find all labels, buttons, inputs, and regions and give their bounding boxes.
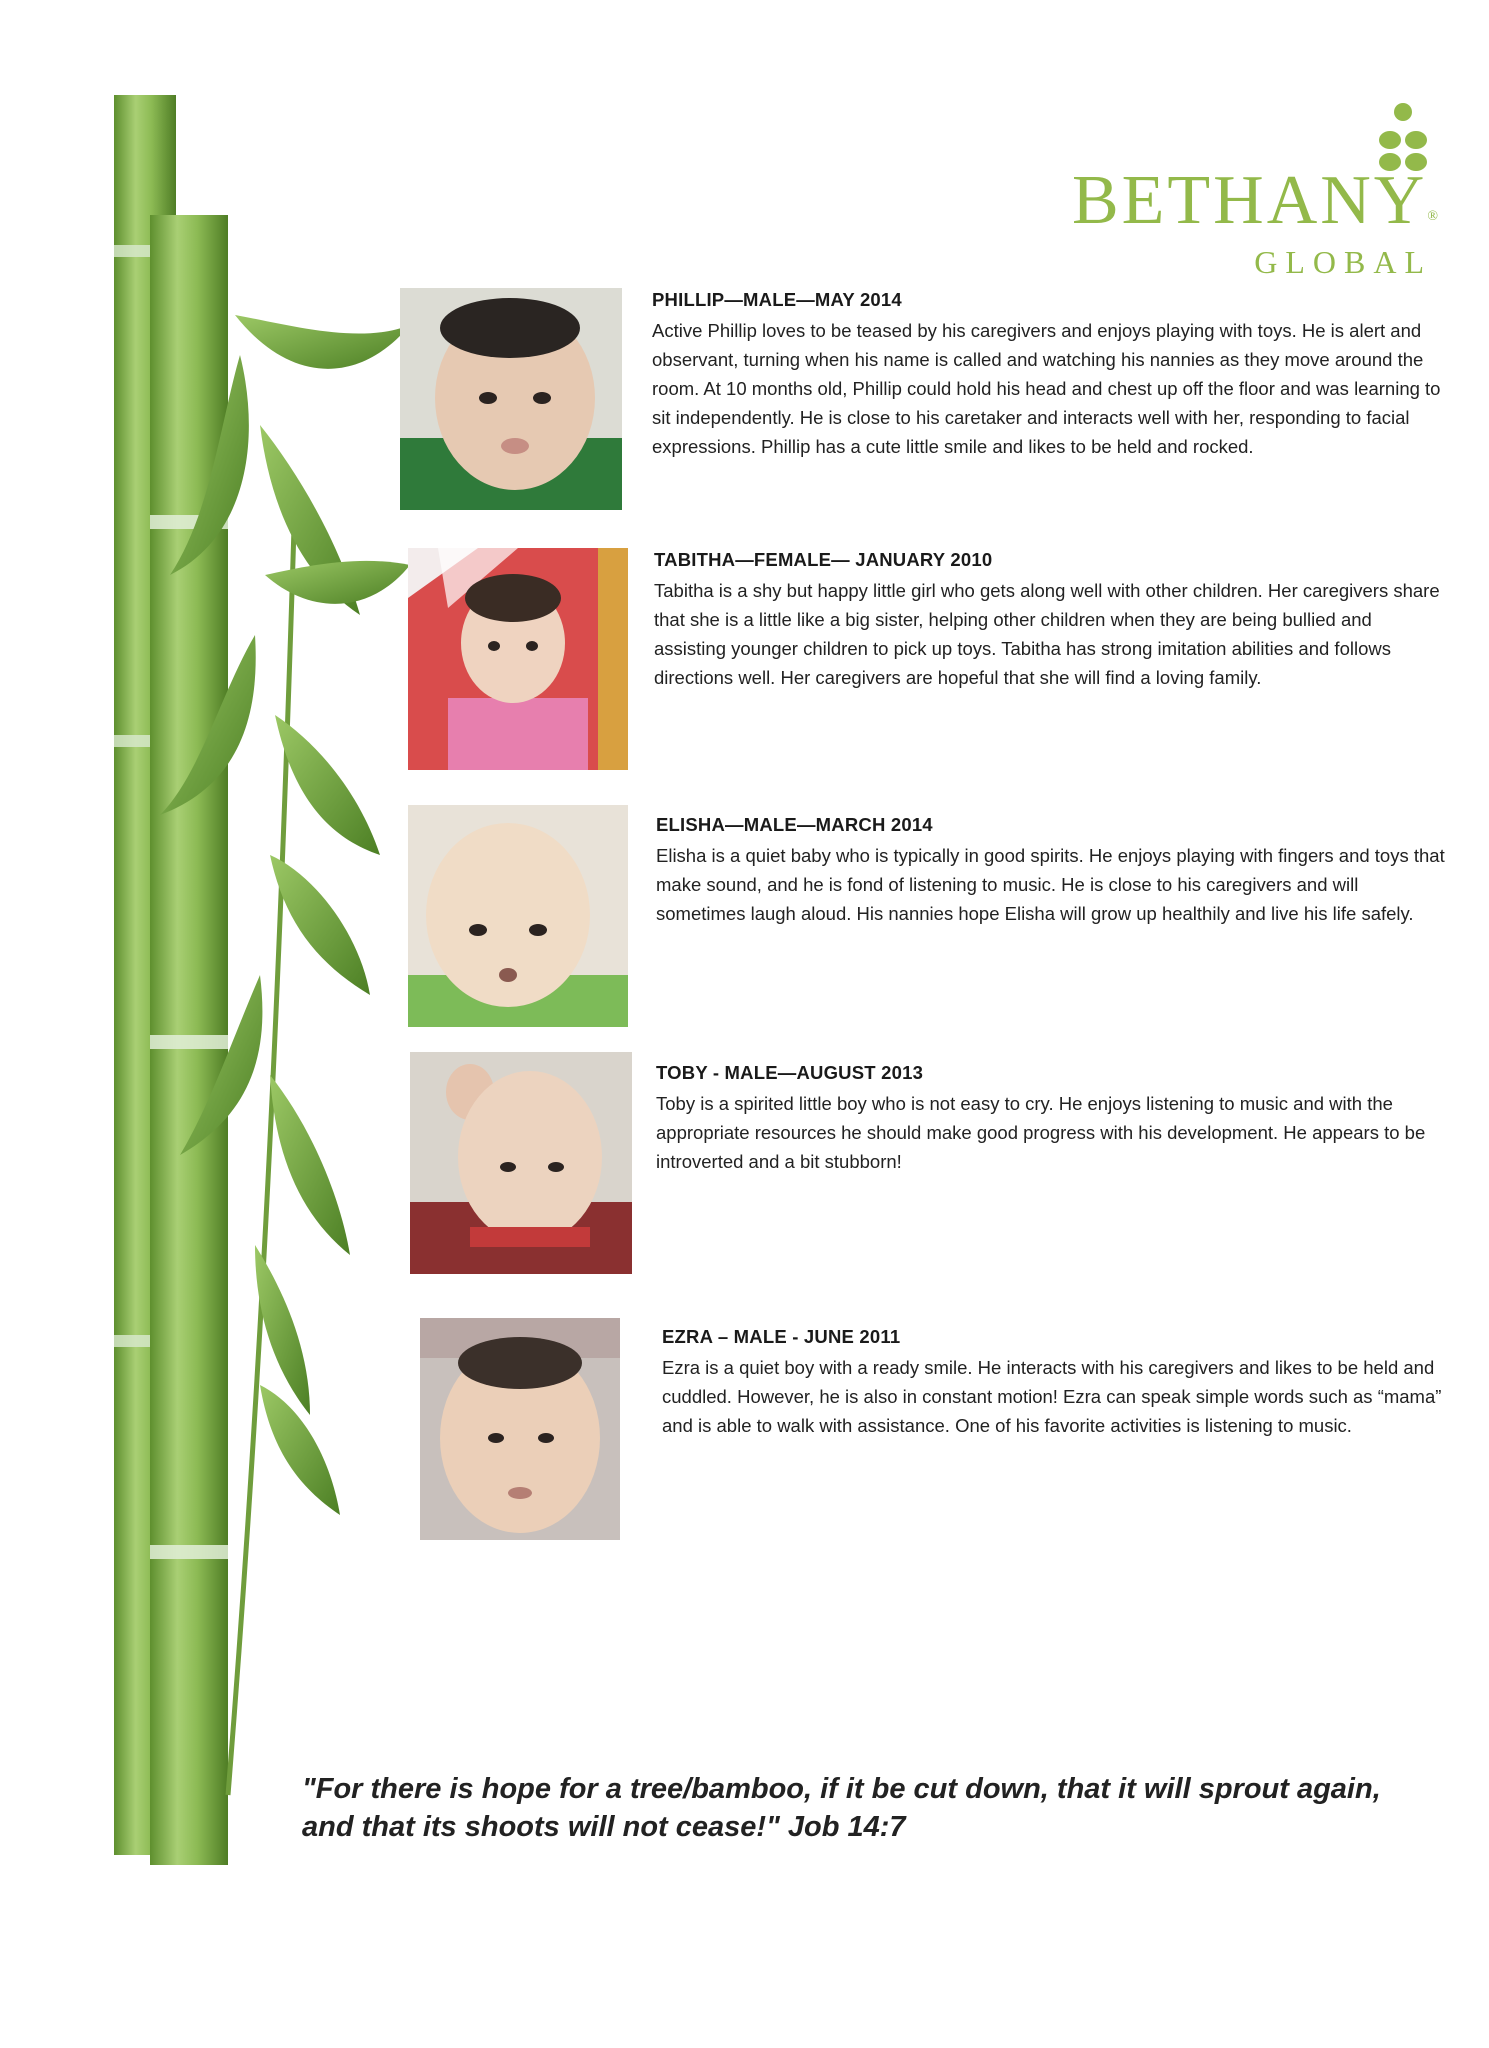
child-profile-title: TOBY - MALE—AUGUST 2013 (656, 1062, 924, 1083)
child-profile (652, 287, 1442, 461)
child-profile (662, 1324, 1452, 1440)
logo-name: BETHANY® (1071, 162, 1438, 239)
child-profile-text: Ezra is a quiet boy with a ready smile. He interacts with his caregivers and likes to be held and cuddled. However, he is also in constant motion! Ezra can speak simple words such as “mama” and is able to walk with assistance. One of his favorite activities is listening to music. (662, 1357, 1442, 1436)
child-photo (410, 1052, 632, 1274)
quote-line-2: and that its shoots will not cease!" Job 14:7 (302, 1811, 906, 1843)
child-profile (654, 547, 1444, 692)
child-photo (420, 1318, 620, 1540)
child-photo (400, 288, 622, 510)
child-photo (408, 805, 628, 1027)
child-profile-text: Tabitha is a shy but happy little girl who gets along well with other children. Her caregivers share that she is a little like a big sister, helping other children when they are being bullied and assisting younger children to pick up toys. Tabitha has strong imitation abilities and follows directions well. Her caregivers are hopeful that she will find a loving family. (654, 580, 1440, 688)
scripture-quote (302, 1770, 1442, 1846)
child-profile-title: EZRA – MALE - JUNE 2011 (662, 1326, 901, 1347)
child-profile-title: TABITHA—FEMALE— JANUARY 2010 (654, 549, 993, 570)
child-profile-title: ELISHA—MALE—MARCH 2014 (656, 814, 933, 835)
child-profile (656, 1060, 1446, 1176)
registered-mark: ® (1427, 209, 1438, 224)
child-profile-title: PHILLIP—MALE—MAY 2014 (652, 289, 902, 310)
child-profile-text: Elisha is a quiet baby who is typically in good spirits. He enjoys playing with fingers and toys that make sound, and he is fond of listening to music. He is close to his caregivers and will sometimes laugh aloud. His nannies hope Elisha will grow up healthily and live his life safely. (656, 845, 1445, 924)
bamboo-illustration (110, 95, 430, 1875)
logo-subtitle: GLOBAL (1254, 244, 1432, 280)
child-photo (408, 548, 628, 770)
child-profile (656, 812, 1446, 928)
quote-line-1: "For there is hope for a tree/bamboo, if it be cut down, that it will sprout again, (302, 1773, 1381, 1805)
child-profile-text: Active Phillip loves to be teased by his caregivers and enjoys playing with toys. He is alert and observant, turning when his name is called and watching his nannies as they move around the room. At 10 months old, Phillip could hold his head and chest up off the floor and was learning to sit independently. He is close to his caretaker and interacts well with her, responding to facial expressions. Phillip has a cute little smile and likes to be held and rocked. (652, 320, 1441, 457)
bethany-global-logo (1071, 100, 1460, 290)
child-profile-text: Toby is a spirited little boy who is not easy to cry. He enjoys listening to music and with the appropriate resources he should make good progress with his development. He appears to be introverted and a bit stubborn! (656, 1093, 1426, 1172)
